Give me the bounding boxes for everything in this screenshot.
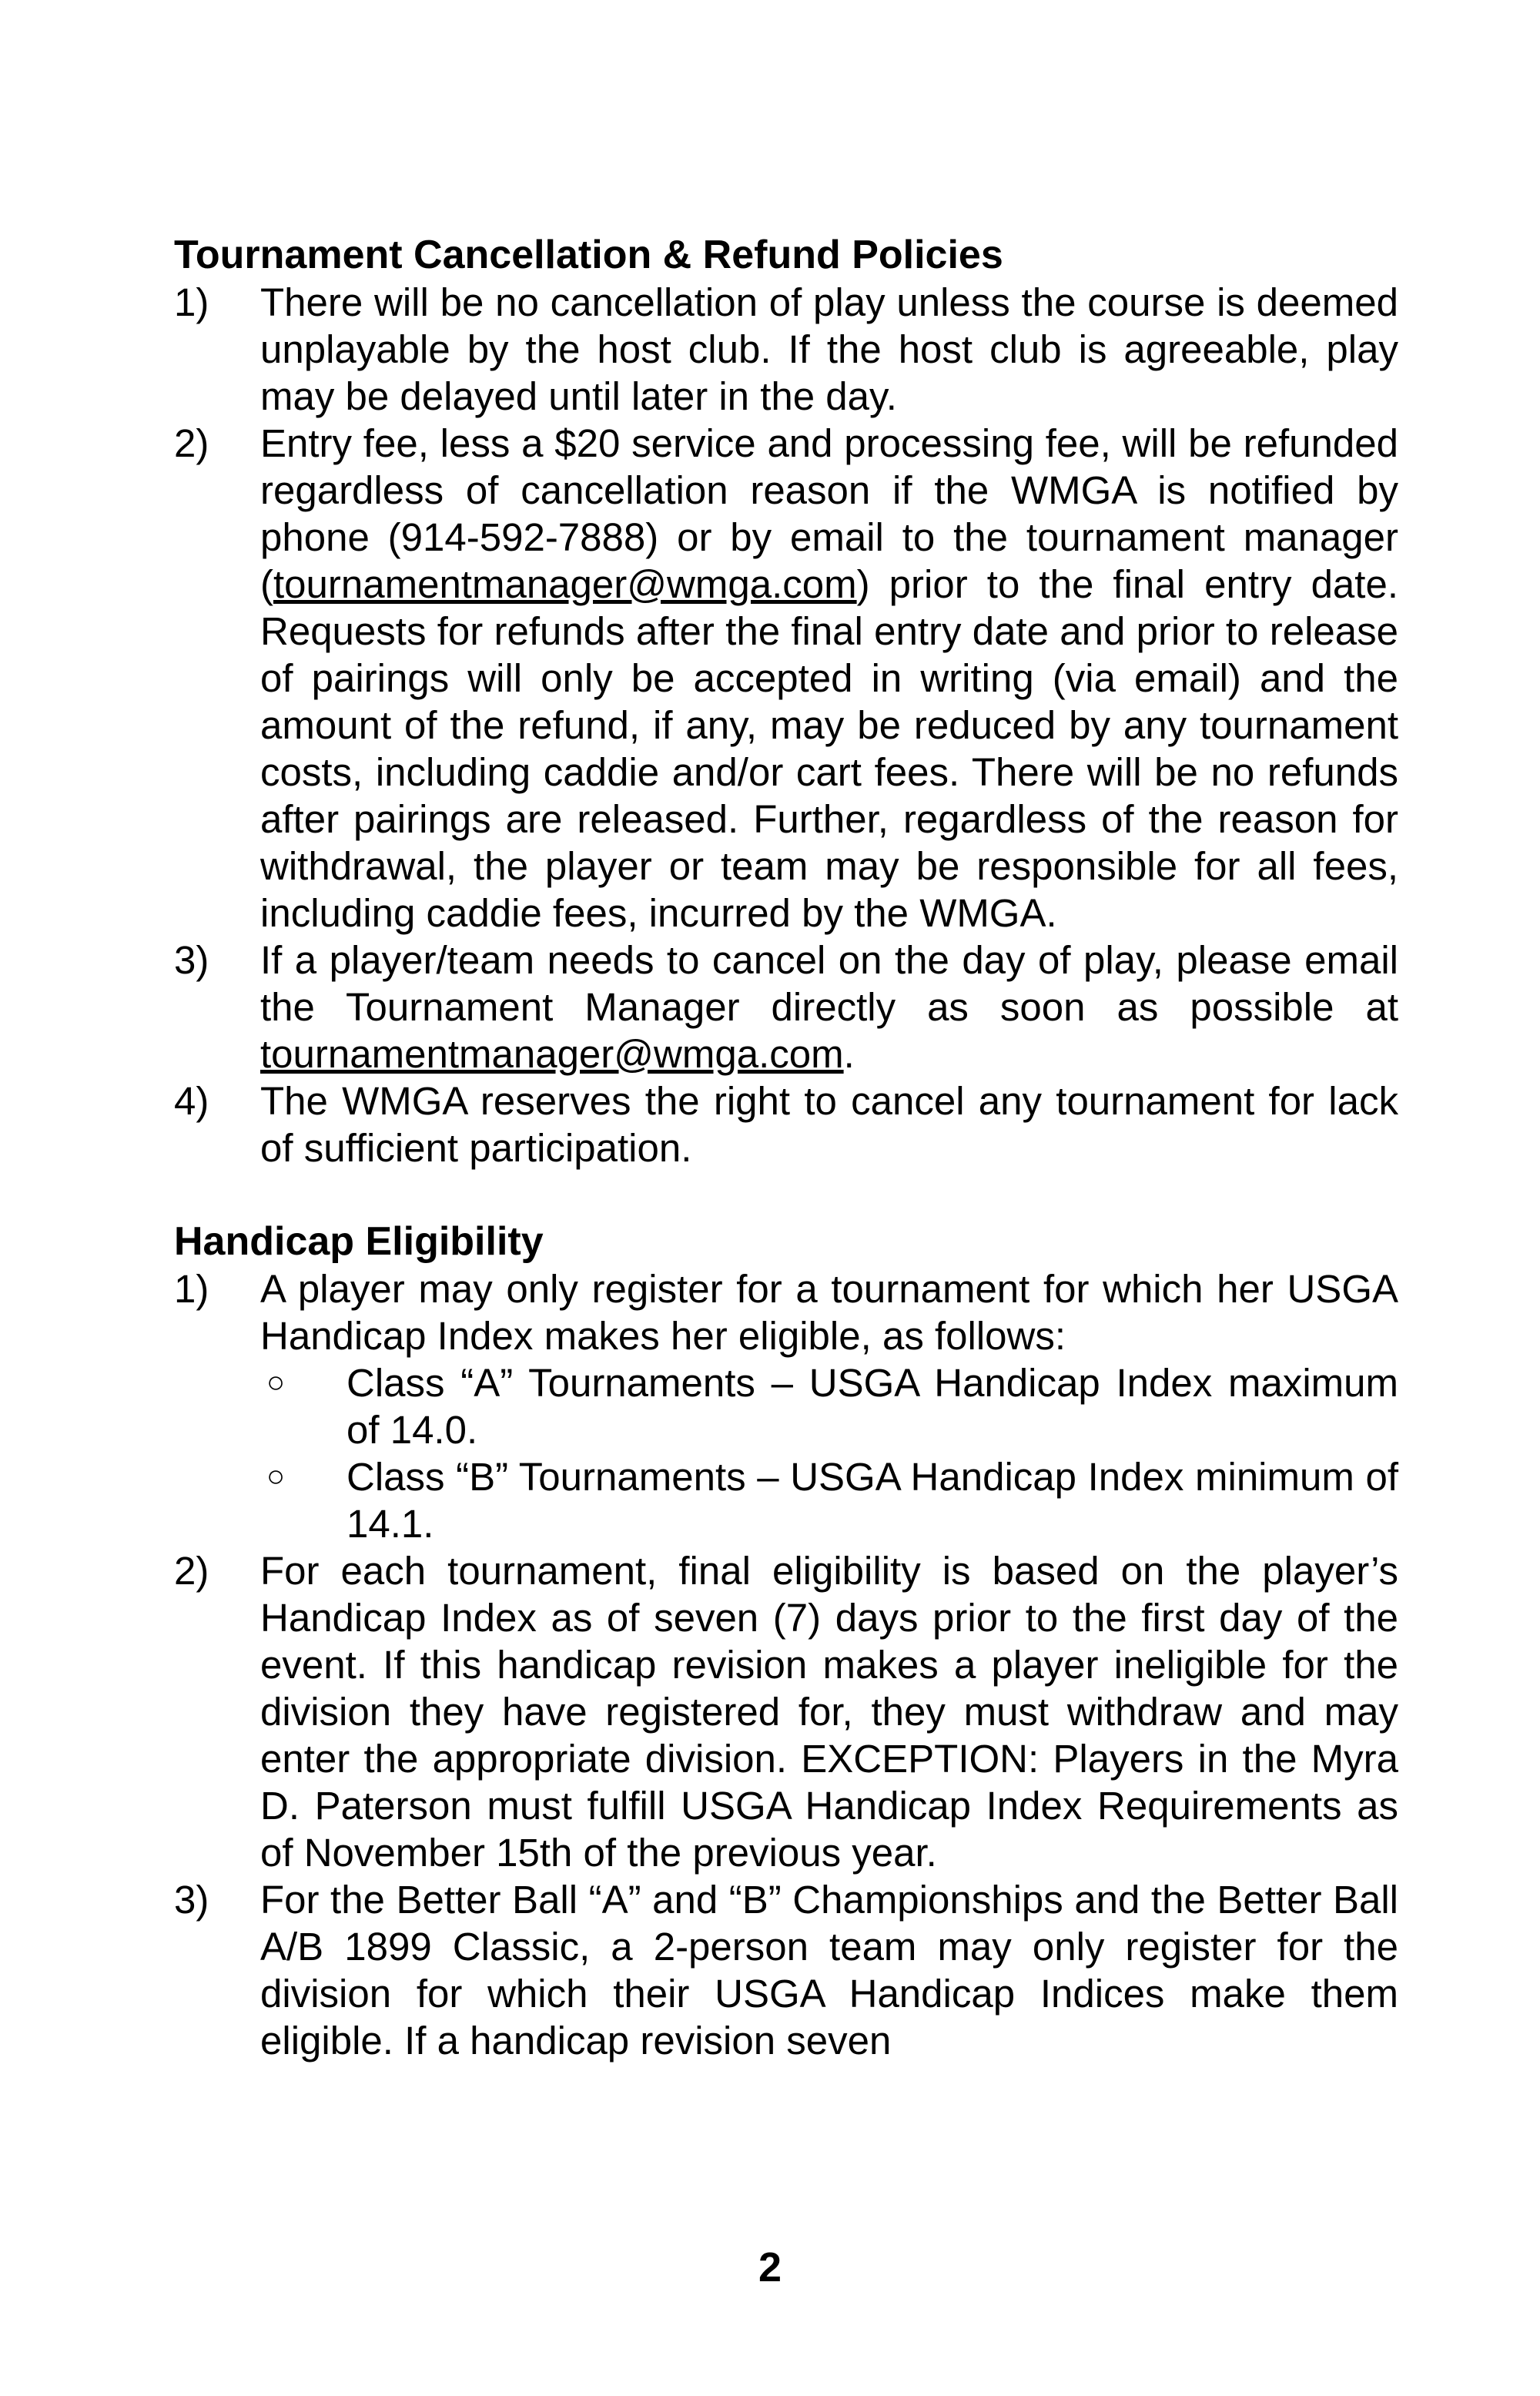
item-text: There will be no cancellation of play unless the course is deemed unplayable by the host club. If the host club is agreeable, play may be delayed until later in the day. xyxy=(260,280,1398,418)
item-number: 4) xyxy=(174,1079,209,1123)
item-number: 1) xyxy=(174,280,209,324)
circle-bullet-icon: ○ xyxy=(266,1366,286,1399)
item-text: A player may only register for a tournament for which her USGA Handicap Index makes her eligible, as follows: xyxy=(260,1267,1398,1358)
sub-item-text: Class “B” Tournaments – USGA Handicap Index minimum of 14.1. xyxy=(346,1455,1398,1546)
item-number: 2) xyxy=(174,1549,209,1593)
section-spacer xyxy=(174,1171,1398,1218)
list-item xyxy=(174,1547,1398,1876)
item-text: For each tournament, final eligibility is based on the player’s Handicap Index as of seven (7) days prior to the first day of the event. If this handicap revision makes a player ineligible for the division they have registered for, they must withdraw and may enter the appropriate division. EXCEPTION: Players in the Myra D. Paterson must fulfill USGA Handicap Index Requirements as of November 15th of the previous year. xyxy=(260,1549,1398,1875)
list-item xyxy=(174,1876,1398,2064)
list-item xyxy=(174,279,1398,420)
item-text: For the Better Ball “A” and “B” Championships and the Better Ball A/B 1899 Classic, a 2-person team may only register for the division for which their USGA Handicap Indices make them eligible. If a handicap revision seven xyxy=(260,1878,1398,2063)
email-link[interactable]: tournamentmanager@wmga.com xyxy=(260,1032,844,1076)
item-text-part: ) prior to the final entry date. Requests for refunds after the final entry date and prior to release of pairings will only be accepted in writing (via email) and the amount of the refund, if any, may be reduced by any tournament costs, including caddie and/or cart fees. There will be no refunds after pairings are released. Further, regardless of the reason for withdrawal, the player or team may be responsible for all fees, including caddie fees, incurred by the WMGA. xyxy=(260,562,1398,935)
class-sublist xyxy=(260,1359,1398,1547)
item-text-part: Entry fee, less a $20 service and processing fee, will be refunded regardless of cancellation reason if the WMGA is notified by phone (914-592-7888) or by email to the tournament manager ( xyxy=(260,421,1398,606)
circle-bullet-icon: ○ xyxy=(266,1459,286,1493)
list-item xyxy=(174,420,1398,937)
handicap-list xyxy=(174,1265,1398,2064)
email-link[interactable]: tournamentmanager@wmga.com xyxy=(273,562,857,606)
sub-list-item xyxy=(260,1359,1398,1453)
sub-list-item xyxy=(260,1453,1398,1547)
handicap-heading: Handicap Eligibility xyxy=(174,1219,544,1264)
cancellation-list xyxy=(174,279,1398,1171)
item-text: The WMGA reserves the right to cancel any tournament for lack of sufficient participation. xyxy=(260,1079,1398,1170)
list-item xyxy=(174,1077,1398,1171)
item-text xyxy=(260,420,1398,937)
item-text xyxy=(260,937,1398,1077)
sub-item-text: Class “A” Tournaments – USGA Handicap Index maximum of 14.0. xyxy=(346,1361,1398,1452)
item-text-part: If a player/team needs to cancel on the day of play, please email the Tournament Manager directly as soon as possible at xyxy=(260,938,1398,1029)
item-number: 1) xyxy=(174,1267,209,1311)
item-number: 3) xyxy=(174,1878,209,1922)
item-text-part: . xyxy=(843,1032,855,1076)
item-number: 3) xyxy=(174,938,209,982)
cancellation-heading: Tournament Cancellation & Refund Policies xyxy=(174,233,1003,277)
list-item xyxy=(174,937,1398,1077)
item-number: 2) xyxy=(174,421,209,465)
page-number: 2 xyxy=(758,2244,782,2290)
list-item xyxy=(174,1265,1398,1547)
document-page xyxy=(174,231,1398,2064)
